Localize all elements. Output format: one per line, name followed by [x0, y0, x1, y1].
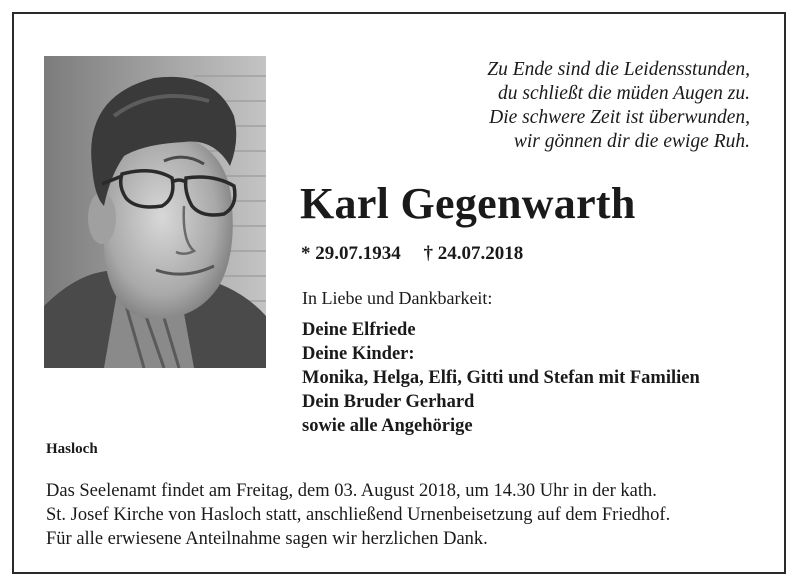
mourner-line: Monika, Helga, Elfi, Gitti und Stefan mit Familien [302, 368, 700, 388]
poem-line: du schließt die müden Augen zu. [497, 83, 750, 104]
funeral-notice [46, 479, 670, 551]
notice-line: Das Seelenamt findet am Freitag, dem 03. August 2018, um 14.30 Uhr in der kath. [46, 481, 657, 501]
place-name: Hasloch [46, 441, 98, 457]
portrait-photo [44, 56, 266, 368]
birth-date: * 29.07.1934 [301, 243, 401, 264]
mourner-line: Deine Elfriede [302, 320, 416, 340]
mourners-intro: In Liebe und Dankbarkeit: [302, 288, 493, 308]
notice-line: Für alle erwiesene Anteilnahme sagen wir herzlichen Dank. [46, 529, 488, 549]
deceased-name: Karl Gegenwarth [300, 179, 636, 228]
mourner-line: Dein Bruder Gerhard [302, 392, 475, 412]
mourner-line: sowie alle Angehörige [302, 416, 473, 436]
mourner-line: Deine Kinder: [302, 344, 415, 364]
notice-line: St. Josef Kirche von Hasloch statt, anschließend Urnenbeisetzung auf dem Friedhof. [46, 505, 671, 525]
poem-line: Zu Ende sind die Leidensstunden, [487, 59, 750, 80]
poem-line: wir gönnen dir die ewige Ruh. [513, 131, 750, 152]
memorial-poem [330, 58, 750, 154]
mourners-list [302, 318, 700, 438]
poem-line: Die schwere Zeit ist überwunden, [489, 107, 750, 128]
portrait-illustration [44, 56, 266, 368]
death-date: † 24.07.2018 [423, 243, 524, 264]
life-dates [301, 243, 523, 265]
